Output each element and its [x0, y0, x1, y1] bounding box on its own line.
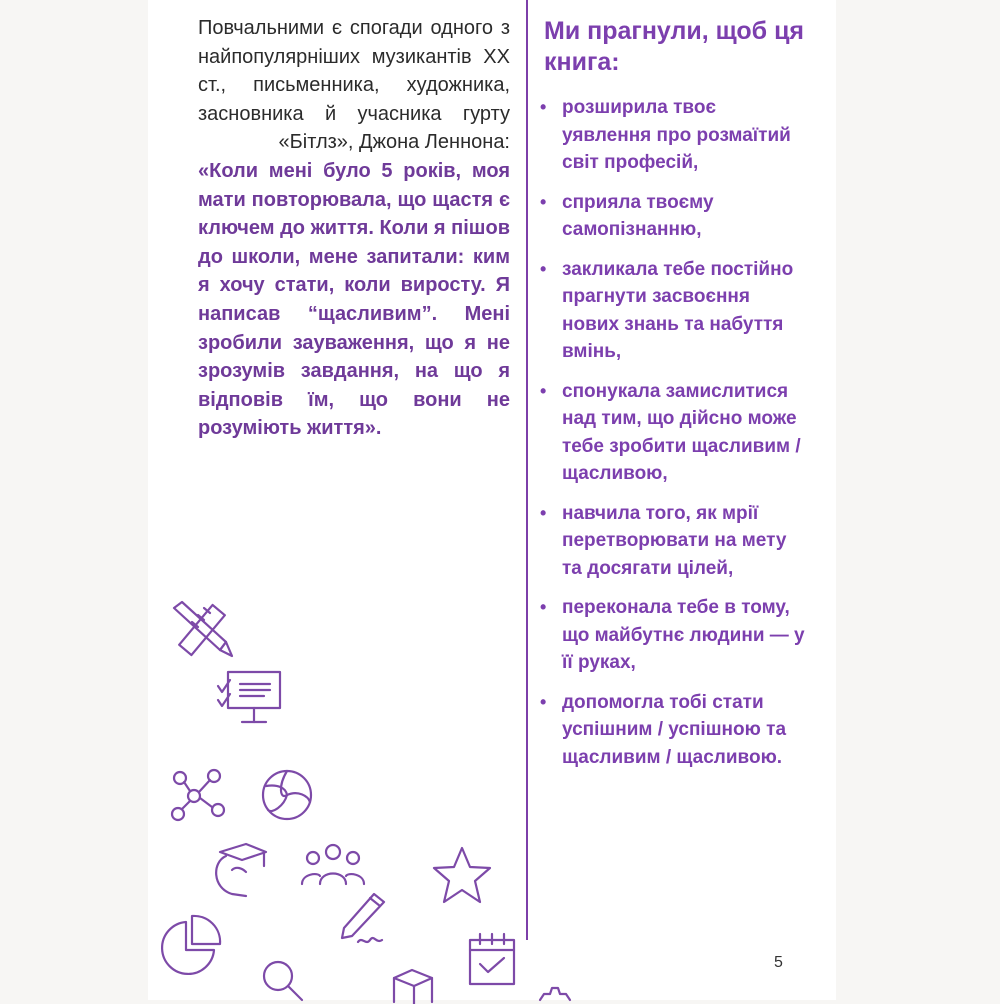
lennon-quote: «Коли мені було 5 років, моя мати повторювала, що щастя є ключем до життя. Коли я пішов до школи, мене запитали: ким я хочу стати, коли виросту. Я написав “щасливим”. Мені зробили зауваження, що я не зрозумів завдання, на що я відповів їм, що вони не розуміють життя».: [198, 159, 510, 440]
goal-item: [540, 594, 810, 677]
gear-icon: [536, 984, 582, 1000]
bullet-icon: •: [540, 597, 547, 617]
goal-item: [540, 94, 810, 177]
goal-item: [540, 256, 810, 366]
goal-text: закликала тебе постійно прагнути засвоєння нових знань та набуття вмінь,: [562, 258, 794, 362]
bullet-icon: •: [540, 691, 547, 712]
intro-text: Повчальними є спогади одного з найпопулярніших музикантів XX ст., письменника, художника, засновника й учасника гурту «Бітлз», Джона Леннона:: [198, 17, 510, 154]
bullet-icon: •: [540, 380, 547, 401]
goals-list: [540, 94, 810, 771]
goal-item: [540, 189, 810, 244]
bullet-icon: •: [540, 97, 547, 117]
decorative-icons: [148, 580, 548, 1000]
presentation-board-icon: [212, 670, 292, 730]
book-goals-section: [540, 16, 810, 783]
bullet-icon: •: [540, 191, 547, 212]
pie-chart-icon: [156, 912, 226, 982]
lennon-memory-paragraph: [198, 14, 510, 443]
goal-text: спонукала замислитися над тим, що дійсно може тебе зробити щасливим / щасливою,: [562, 380, 801, 484]
bullet-icon: •: [540, 258, 547, 279]
goal-item: [540, 378, 810, 488]
goal-text: переконала тебе в тому, що майбутнє людини — у її руках,: [562, 597, 805, 673]
goal-item: [540, 500, 810, 583]
bullet-icon: •: [540, 502, 547, 523]
goal-text: розширила твоє уявлення про розмаїтий світ професій,: [562, 97, 791, 173]
goal-text: навчила того, як мрії перетворювати на мету та досягати цілей,: [562, 502, 787, 579]
goal-item: [540, 689, 810, 772]
magnifier-icon: [260, 958, 306, 1004]
page-number: 5: [774, 954, 783, 971]
star-icon: [430, 844, 494, 908]
goal-text: сприяла твоєму самопізнанню,: [562, 191, 714, 240]
people-group-icon: [298, 842, 368, 888]
volleyball-icon: [258, 766, 316, 824]
pencil-ruler-icon: [168, 594, 238, 664]
calendar-check-icon: [466, 932, 518, 988]
network-icon: [168, 768, 228, 824]
cube-icon: [390, 968, 436, 1004]
graduate-head-icon: [206, 840, 272, 904]
goals-title: Ми прагнули, щоб ця книга:: [544, 17, 805, 76]
goal-text: допомогла тобі стати успішним / успішною та щасливим / щасливою.: [562, 691, 787, 768]
pen-writing-icon: [334, 892, 394, 950]
